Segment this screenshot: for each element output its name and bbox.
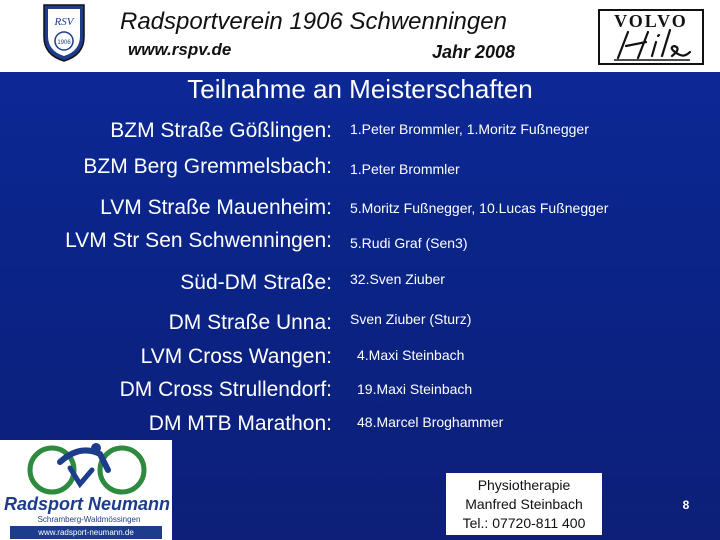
- event-label: DM Straße Unna:: [168, 311, 332, 334]
- event-label: LVM Cross Wangen:: [140, 345, 332, 368]
- neumann-name: Radsport Neumann: [4, 494, 171, 514]
- physio-line: Physiotherapie: [477, 477, 571, 493]
- svg-text:RSV: RSV: [54, 16, 74, 28]
- event-label: DM MTB Marathon:: [148, 412, 332, 435]
- physio-sponsor-box: [446, 473, 602, 535]
- physio-line: Manfred Steinbach: [465, 496, 583, 512]
- event-result: 32.Sven Ziuber: [350, 271, 445, 287]
- event-result: 48.Marcel Broghammer: [357, 414, 504, 430]
- event-label: LVM Str Sen Schwenningen:: [65, 229, 332, 252]
- event-result: 5.Moritz Fußnegger, 10.Lucas Fußnegger: [350, 200, 609, 216]
- neumann-url[interactable]: www.radsport-neumann.de: [10, 526, 162, 539]
- neumann-location: Schramberg-Waldmössingen: [37, 515, 141, 524]
- event-result: 19.Maxi Steinbach: [357, 381, 473, 397]
- event-result: 4.Maxi Steinbach: [357, 347, 465, 363]
- year-label: Jahr 2008: [432, 42, 516, 62]
- event-label: LVM Straße Mauenheim:: [100, 196, 332, 219]
- volvo-brand: VOLVO: [614, 11, 688, 31]
- club-logo-icon: [40, 3, 88, 63]
- cyclist-icon: [0, 440, 172, 540]
- club-name: Radsportverein 1906 Schwenningen: [120, 8, 507, 35]
- club-website[interactable]: www.rspv.de: [128, 40, 232, 59]
- event-result: 1.Peter Brommler: [350, 161, 460, 177]
- page-title: Teilnahme an Meisterschaften: [187, 74, 533, 104]
- event-result: 5.Rudi Graf (Sen3): [350, 235, 468, 251]
- event-result: 1.Peter Brommler, 1.Moritz Fußnegger: [350, 121, 589, 137]
- page-number: 8: [682, 498, 690, 512]
- hils-signature-icon: [612, 28, 692, 62]
- radsport-neumann-logo: [0, 440, 172, 540]
- event-label: BZM Straße Gößlingen:: [110, 119, 332, 142]
- event-label: Süd-DM Straße:: [180, 271, 332, 294]
- event-label: DM Cross Strullendorf:: [119, 378, 332, 401]
- event-label: BZM Berg Gremmelsbach:: [83, 155, 332, 178]
- event-result: Sven Ziuber (Sturz): [350, 311, 472, 327]
- svg-text:1906: 1906: [57, 40, 71, 46]
- physio-line: Tel.: 07720-811 400: [462, 515, 586, 531]
